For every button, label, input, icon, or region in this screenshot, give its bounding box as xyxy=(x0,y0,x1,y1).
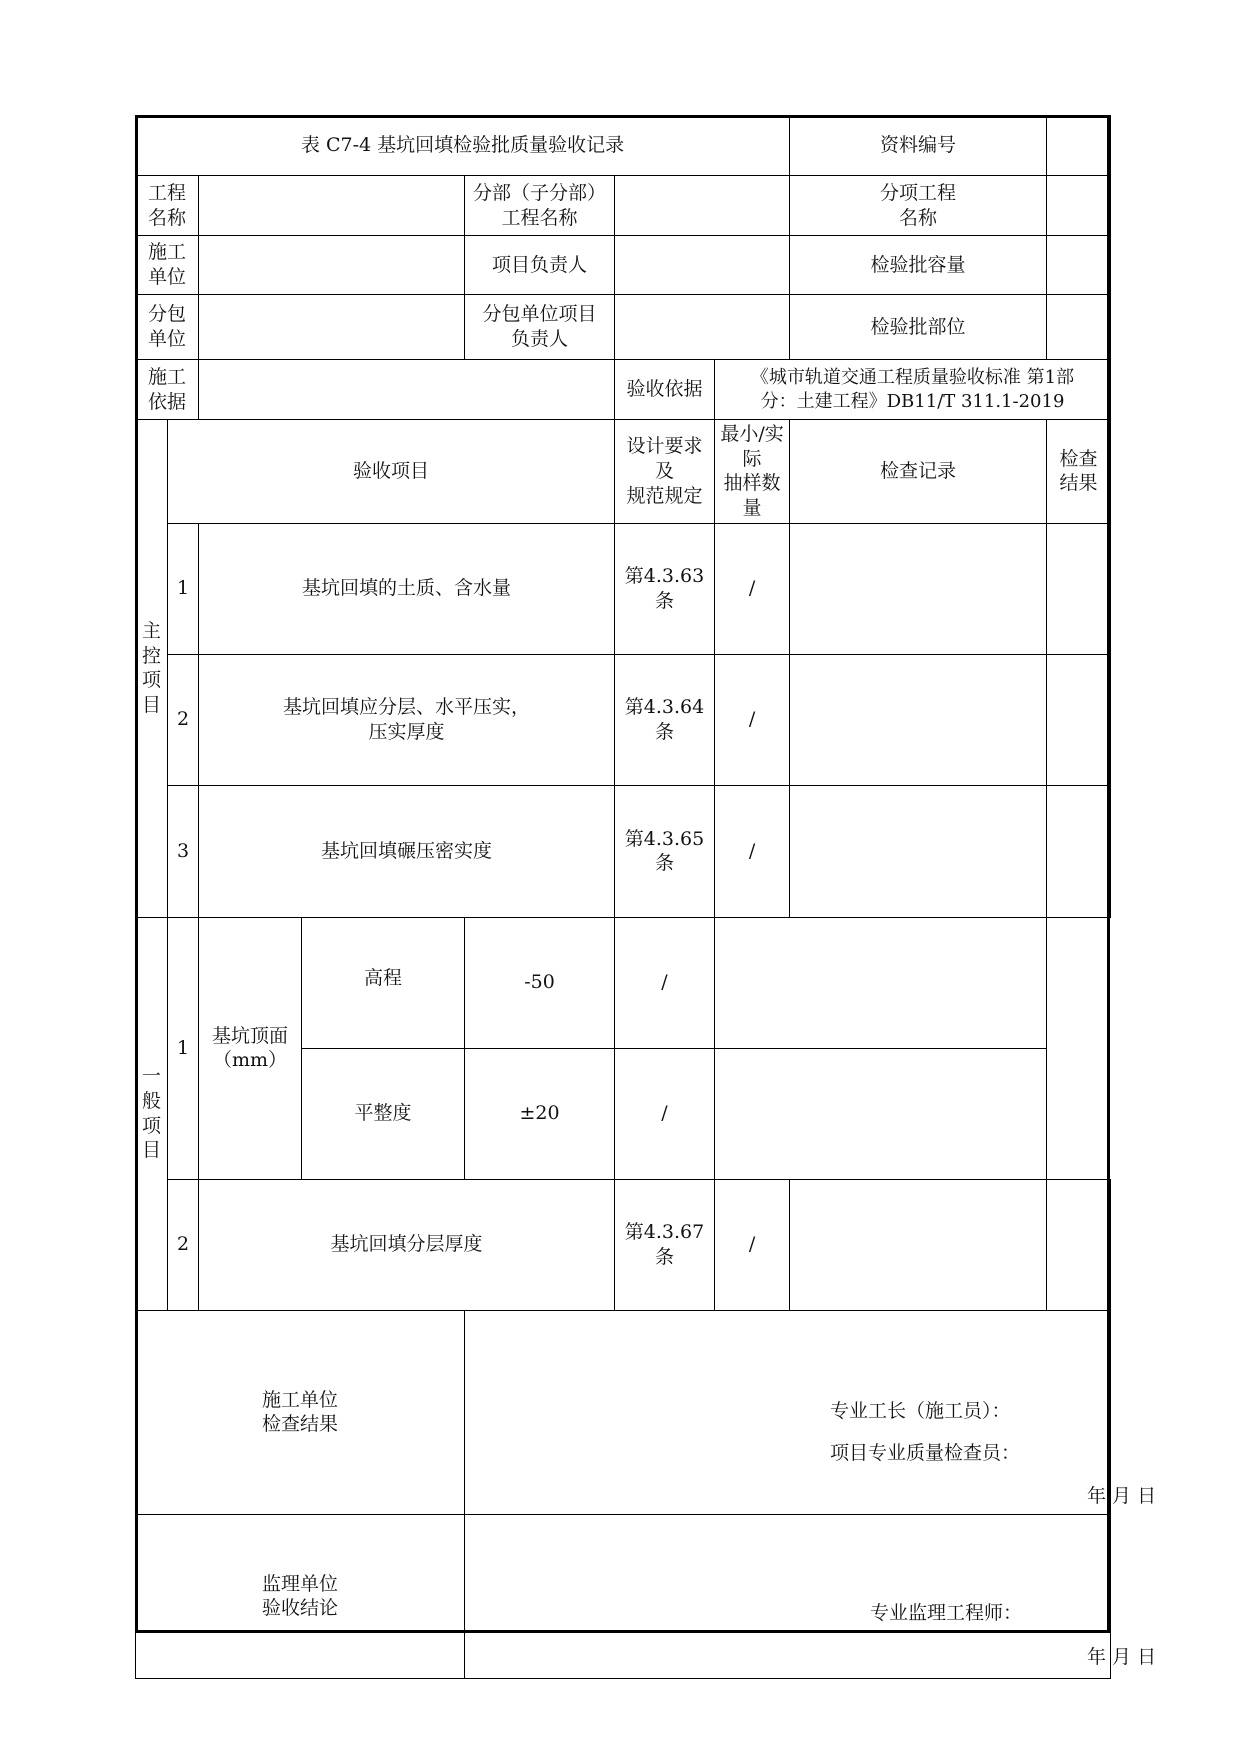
main-item-3-no: 3 xyxy=(168,785,199,917)
contractor-date: 年 月 日 xyxy=(1087,1484,1157,1507)
general-sub-flatness-name: 平整度 xyxy=(302,1048,465,1179)
sub-manager-label: 分包单位项目 负责人 xyxy=(465,295,615,360)
main-item-3-result[interactable] xyxy=(1047,785,1111,917)
general-sub-elevation-name: 高程 xyxy=(302,917,465,1048)
acceptance-basis-value: 《城市轨道交通工程质量验收标准 第1部 分：土建工程》DB11/T 311.1-2019 xyxy=(715,360,1111,420)
batch-capacity-field[interactable] xyxy=(1047,236,1111,295)
main-item-3-sample[interactable]: / xyxy=(715,785,790,917)
project-manager-label: 项目负责人 xyxy=(465,236,615,295)
form-title: 表 C7-4 基坑回填检验批质量验收记录 xyxy=(136,116,790,176)
main-item-3-record[interactable] xyxy=(790,785,1047,917)
main-item-2-record[interactable] xyxy=(790,654,1047,785)
general-item-2-result[interactable] xyxy=(1047,1179,1111,1310)
general-sub-elevation-sample[interactable]: / xyxy=(615,917,715,1048)
col-result-header: 检查 结果 xyxy=(1047,420,1111,524)
contractor-signature-area[interactable] xyxy=(465,1310,1157,1514)
main-item-3-spec: 第4.3.65条 xyxy=(615,785,715,917)
general-item-2-record[interactable] xyxy=(790,1179,1047,1310)
general-item-2-no: 2 xyxy=(168,1179,199,1310)
qc-inspector-label: 项目专业质量检查员： xyxy=(830,1441,1021,1464)
general-item-1-no: 1 xyxy=(168,917,199,1179)
general-sub-flatness-sample[interactable]: / xyxy=(615,1048,715,1179)
subcontractor-label: 分包单位 xyxy=(136,295,199,360)
subitem-label: 分项工程 名称 xyxy=(790,176,1047,236)
contractor-field[interactable] xyxy=(199,236,465,295)
foreman-label: 专业工长（施工员）： xyxy=(830,1399,1011,1422)
col-record-header: 检查记录 xyxy=(790,420,1047,524)
doc-no-label: 资料编号 xyxy=(790,116,1047,176)
supervising-engineer-label: 专业监理工程师： xyxy=(870,1601,1023,1624)
subdivision-label: 分部（子分部） 工程名称 xyxy=(465,176,615,236)
general-label: 一般项目 xyxy=(136,917,168,1310)
col-item-header: 验收项目 xyxy=(168,420,615,524)
supervisor-conclusion-label: 监理单位 验收结论 xyxy=(136,1514,465,1678)
subdivision-field[interactable] xyxy=(615,176,790,236)
subitem-field[interactable] xyxy=(1047,176,1111,236)
inspection-record-table xyxy=(135,115,1157,1679)
doc-no-field[interactable] xyxy=(1047,116,1111,176)
general-sub-elevation-record[interactable] xyxy=(715,917,1047,1048)
supervisor-date: 年 月 日 xyxy=(1087,1645,1157,1668)
col-design-header: 设计要求及 规范规定 xyxy=(615,420,715,524)
main-item-1-no: 1 xyxy=(168,523,199,654)
supervisor-signature-area[interactable] xyxy=(465,1514,1157,1678)
batch-capacity-label: 检验批容量 xyxy=(790,236,1047,295)
general-sub-flatness-record[interactable] xyxy=(715,1048,1047,1179)
sub-manager-field[interactable] xyxy=(615,295,790,360)
main-item-2-result[interactable] xyxy=(1047,654,1111,785)
batch-location-label: 检验批部位 xyxy=(790,295,1047,360)
main-item-3-name: 基坑回填碾压密实度 xyxy=(199,785,615,917)
general-item-1-name: 基坑顶面 （mm） xyxy=(199,917,302,1179)
main-item-1-result[interactable] xyxy=(1047,523,1111,654)
construction-basis-label: 施工依据 xyxy=(136,360,199,420)
subcontractor-field[interactable] xyxy=(199,295,465,360)
contractor-result-label: 施工单位 检查结果 xyxy=(136,1310,465,1514)
acceptance-basis-label: 验收依据 xyxy=(615,360,715,420)
project-name-label: 工程名称 xyxy=(136,176,199,236)
project-name-field[interactable] xyxy=(199,176,465,236)
general-sub-elevation-spec: -50 xyxy=(465,917,615,1048)
main-item-2-sample[interactable]: / xyxy=(715,654,790,785)
general-sub-flatness-spec: ±20 xyxy=(465,1048,615,1179)
general-item-2-sample[interactable]: / xyxy=(715,1179,790,1310)
main-item-1-name: 基坑回填的土质、含水量 xyxy=(199,523,615,654)
main-item-2-name: 基坑回填应分层、水平压实， 压实厚度 xyxy=(199,654,615,785)
batch-location-field[interactable] xyxy=(1047,295,1111,360)
col-sample-header: 最小/实际 抽样数量 xyxy=(715,420,790,524)
general-item-2-spec: 第4.3.67条 xyxy=(615,1179,715,1310)
main-control-label: 主控项目 xyxy=(136,420,168,918)
main-item-1-sample[interactable]: / xyxy=(715,523,790,654)
contractor-label: 施工单位 xyxy=(136,236,199,295)
main-item-1-spec: 第4.3.63条 xyxy=(615,523,715,654)
general-item-2-name: 基坑回填分层厚度 xyxy=(199,1179,615,1310)
construction-basis-field[interactable] xyxy=(199,360,615,420)
main-item-2-no: 2 xyxy=(168,654,199,785)
project-manager-field[interactable] xyxy=(615,236,790,295)
main-item-1-record[interactable] xyxy=(790,523,1047,654)
main-item-2-spec: 第4.3.64条 xyxy=(615,654,715,785)
